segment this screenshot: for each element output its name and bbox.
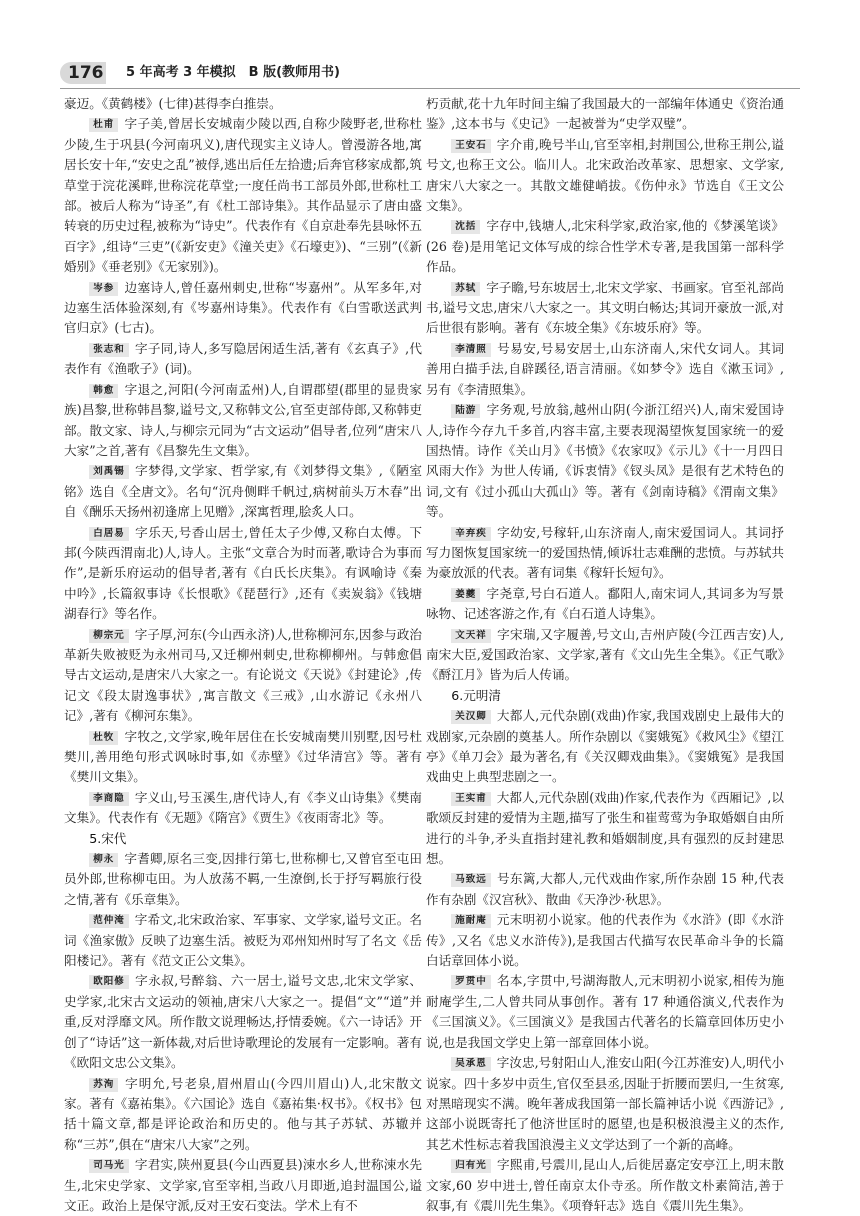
author-name-label: 陆游 [451, 404, 480, 418]
author-description: 字君实,陕州夏县(今山西夏县)涑水乡人,世称涑水先生,北宋史学家、文学家,官至宰相,当政八月即逝,追封温国公,谥文正。政治上是保守派,反对王安石变法。学术上有不 [64, 1157, 422, 1213]
author-description: 字子厚,河东(今山西永济)人,世称柳河东,因参与政治革新失败被贬为永州司马,又迁柳州刺史,世称柳柳州。与韩愈倡导古文运动,是唐宋八大家之一。有论说文《天说》《封建论》,传记文《段太尉逸事状》,寓言散文《三戒》,山水游记《永州八记》,著有《柳河东集》。 [64, 626, 422, 724]
author-description: 字明允,号老泉,眉州眉山(今四川眉山)人,北宋散文家。著有《嘉祐集》。《六国论》选自《嘉祐集·权书》。《权书》包括十篇文章,都是评论政治和历史的。他与其子苏轼、苏辙并称“三苏”,俱在“唐宋八大家”之列。 [64, 1075, 422, 1152]
author-name-label: 张志和 [89, 343, 129, 357]
author-entry [426, 339, 784, 400]
author-entry [64, 849, 422, 910]
author-description: 元末明初小说家。他的代表作为《水浒》(即《水浒传》,又名《忠义水浒传》),是我国古代描写农民革命斗争的长篇白话章回体小说。 [426, 912, 784, 969]
author-description: 号易安,号易安居士,山东济南人,宋代女词人。其词善用白描手法,自辟蹊径,语言清丽。《如梦令》选自《漱玉词》,另有《李清照集》。 [426, 340, 784, 397]
continued-text: 朽贡献,花十九年时间主编了我国最大的一部编年体通史《资治通鉴》,这本书与《史记》一起被誉为“史学双璧”。 [426, 96, 784, 132]
author-name-label: 王安石 [451, 139, 491, 153]
author-description: 字幼安,号稼轩,山东济南人,南宋爱国词人。其词抒写力图恢复国家统一的爱国热情,倾诉壮志难酬的悲愤。与苏轼共为豪放派的代表。著有词集《稼轩长短句》。 [426, 524, 784, 581]
author-entry [426, 216, 784, 277]
author-description: 字牧之,文学家,晚年居住在长安城南樊川别墅,因号杜樊川,善用绝句形式讽咏时事,如《赤壁》《过华清宫》等。著有《樊川文集》。 [64, 728, 422, 785]
author-name-label: 柳宗元 [89, 629, 129, 643]
author-name-label: 文天祥 [451, 629, 491, 643]
author-entry [426, 400, 784, 522]
author-description: 字子同,诗人,多写隐居闲适生活,著有《玄真子》,代表作有《渔歌子》(词)。 [64, 340, 422, 377]
author-entry [64, 625, 422, 727]
author-entry [64, 971, 422, 1073]
left-column [64, 94, 422, 1216]
author-name-label: 马致远 [451, 873, 491, 887]
author-name-label: 韩愈 [89, 384, 118, 398]
author-entry [426, 706, 784, 788]
author-entry [64, 1074, 422, 1156]
author-entry [64, 380, 422, 462]
right-column [426, 94, 784, 1216]
author-description: 大都人,元代杂剧(戏曲)作家,代表作为《西厢记》,以歌颂反封建的爱情为主题,描写了张生和崔莺莺为争取婚姻自由所进行的斗争,矛头直指封建礼教和婚姻制度,具有强烈的反封建思想。 [426, 789, 784, 867]
author-name-label: 岑参 [89, 282, 118, 296]
author-description: 名本,字贯中,号湖海散人,元末明初小说家,相传为施耐庵学生,二人曾共同从事创作。著有 17 种通俗演义,代表作为《三国演义》。《三国演义》是我国古代著名的长篇章回体历史小说,也是我国文学史上第一部章回体小说。 [426, 973, 784, 1050]
page-header [60, 62, 820, 84]
author-name-label: 辛弃疾 [451, 527, 491, 541]
author-description: 字希文,北宋政治家、军事家、文学家,谥号文正。名词《渔家傲》反映了边塞生活。被贬为邓州知州时写了名文《岳阳楼记》。著有《范文正公文集》。 [64, 912, 422, 969]
author-entry [426, 278, 784, 339]
author-entry [64, 278, 422, 339]
author-entry [64, 788, 422, 829]
author-name-label: 关汉卿 [451, 710, 491, 724]
author-description: 字梦得,文学家、哲学家,有《刘梦得文集》,《陋室铭》选自《全唐文》。名句“沉舟侧畔千帆过,病树前头万木春”出自《酬乐天扬州初逢席上见赠》,深寓哲理,脍炙人口。 [64, 463, 422, 520]
author-name-label: 欧阳修 [89, 975, 129, 989]
author-name-label: 范仲淹 [89, 914, 129, 928]
author-entry [64, 910, 422, 971]
author-name-label: 李清照 [451, 343, 491, 357]
author-name-label: 李商隐 [89, 792, 129, 806]
author-entry [426, 869, 784, 910]
author-description: 字耆卿,原名三变,因排行第七,世称柳七,又曾官至屯田员外郎,世称柳屯田。为人放荡不羁,一生潦倒,长于抒写羁旅行役之情,著有《乐章集》。 [64, 851, 422, 907]
author-name-label: 杜牧 [89, 731, 118, 745]
author-description: 字汝忠,号射阳山人,淮安山阳(今江苏淮安)人,明代小说家。四十多岁中贡生,官仅至县丞,因耻于折腰而罢归,一生贫寒,对黑暗现实不满。晚年著成我国第一部长篇神话小说《西游记》,这部小说既寄托了他济世匡时的愿望,也是积极浪漫主义的杰作,其艺术性标志着我国浪漫主义文学达到了一个新的高峰。 [426, 1055, 784, 1152]
author-name-label: 施耐庵 [451, 914, 491, 928]
author-description: 边塞诗人,曾任嘉州刺史,世称“岑嘉州”。从军多年,对边塞生活体验深刻,有《岑嘉州诗集》。代表作有《白雪歌送武判官归京》(七古)。 [64, 279, 422, 336]
author-entry [426, 584, 784, 625]
author-name-label: 司马光 [89, 1159, 129, 1173]
author-entry [64, 523, 422, 625]
author-entry [426, 971, 784, 1053]
continued-text: 豪迈。《黄鹤楼》(七律)甚得李白推崇。 [64, 96, 282, 111]
author-description: 字子美,曾居长安城南少陵以西,自称少陵野老,世称杜少陵,生于巩县(今河南巩义),唐代现实主义诗人。曾漫游各地,寓居长安十年,“安史之乱”被俘,逃出后任左拾遗;后奔官移家成都,筑草堂于浣花溪畔,世称浣花草堂;一度任尚书工部员外郎,世称杜工部。被后人称为“诗圣”,有《杜工部诗集》。其作品显示了唐由盛转衰的历史过程,被称为“诗史”。代表作有《自京赴奉先县咏怀五百字》,组诗“三吏”(《新安吏》《潼关吏》《石壕吏》)、“三别”(《新婚别》《垂老别》《无家别》)。 [64, 116, 422, 275]
author-description: 字子瞻,号东坡居士,北宋文学家、书画家。官至礼部尚书,谥号文忠,唐宋八大家之一。其文明白畅达;其词开豪放一派,对后世很有影响。著有《东坡全集》《东坡乐府》等。 [426, 279, 784, 336]
author-description: 字存中,钱塘人,北宋科学家,政治家,他的《梦溪笔谈》(26 卷)是用笔记文体写成的综合性学术专著,是我国第一部科学作品。 [426, 218, 784, 275]
author-entry [426, 788, 784, 870]
section-heading: 6.元明清 [451, 687, 501, 703]
author-description: 字尧章,号白石道人。鄱阳人,南宋词人,其词多为写景咏物、记述客游之作,有《白石道人诗集》。 [426, 585, 784, 622]
author-name-label: 吴承恩 [451, 1057, 491, 1071]
author-description: 字介甫,晚号半山,官至宰相,封荆国公,世称王荆公,谥号文,也称王文公。临川人。北宋政治改革家、思想家、文学家,唐宋八大家之一。其散文雄健峭拔。《伤仲永》节选自《王文公文集》。 [426, 136, 784, 214]
author-name-label: 苏洵 [89, 1078, 118, 1092]
author-entry [426, 1053, 784, 1155]
author-description: 字退之,河阳(今河南孟州)人,自谓郡望(郡里的显贵家族)昌黎,世称韩昌黎,谥号文,又称韩文公,官至吏部侍郎,又称韩吏部。散文家、诗人,与柳宗元同为“古文运动”倡导者,位列“唐宋八大家”之首,著有《昌黎先生文集》。 [64, 381, 422, 458]
author-description: 字务观,号放翁,越州山阴(今浙江绍兴)人,南宋爱国诗人,诗作今存九千多首,内容丰富,主要表现渴望恢复国家统一的爱国热情。诗作《关山月》《书愤》《农家叹》《示儿》《十一月四日风雨大作》为世人传诵,《诉衷情》《钗头凤》是很有艺术特色的词,文有《过小孤山大孤山》等。著有《剑南诗稿》《渭南文集》等。 [426, 402, 784, 520]
author-description: 字乐天,号香山居士,曾任太子少傅,又称白太傅。下邽(今陕西渭南北)人,诗人。主张“文章合为时而著,歌诗合为事而作”,是新乐府运动的倡导者,著有《白氏长庆集》。有讽喻诗《秦中吟》,长篇叙事诗《长恨歌》《琵琶行》,还有《卖炭翁》《钱塘湖春行》等名作。 [64, 524, 422, 622]
author-name-label: 苏轼 [451, 282, 480, 296]
author-entry [426, 625, 784, 686]
author-entry [426, 523, 784, 584]
author-name-label: 刘禹锡 [89, 465, 129, 479]
section-heading: 5.宋代 [89, 830, 127, 846]
author-name-label: 姜夔 [451, 588, 480, 602]
header-rule [60, 88, 800, 89]
author-description: 字义山,号玉溪生,唐代诗人,有《李义山诗集》《樊南文集》。代表作有《无题》《隋宫》《贾生》《夜雨寄北》等。 [64, 789, 422, 826]
author-entry [426, 135, 784, 217]
author-entry [64, 114, 422, 277]
author-entry [64, 339, 422, 380]
author-name-label: 王实甫 [451, 792, 491, 806]
author-entry [64, 461, 422, 522]
author-description: 字宋瑞,又字履善,号文山,吉州庐陵(今江西吉安)人,南宋大臣,爱国政治家、文学家,著有《文山先生全集》。《正气歌》《酹江月》皆为后人传诵。 [426, 626, 784, 683]
author-name-label: 杜甫 [89, 118, 118, 132]
author-entry [426, 910, 784, 971]
book-title: 5 年高考 3 年模拟 B 版(教师用书) [126, 65, 340, 80]
author-description: 字熙甫,号震川,昆山人,后徙居嘉定安亭江上,明末散文家,60 岁中进士,曾任南京太仆寺丞。所作散文朴素简洁,善于叙事,有《震川先生集》。《项脊轩志》选自《震川先生集》。 [426, 1157, 784, 1213]
author-description: 大都人,元代杂剧(戏曲)作家,我国戏剧史上最伟大的戏剧家,元杂剧的奠基人。所作杂剧以《窦娥冤》《救风尘》《望江亭》《单刀会》最为著名,有《关汉卿戏曲集》。《窦娥冤》是我国戏曲史上典型悲剧之一。 [426, 708, 784, 785]
author-name-label: 罗贯中 [451, 975, 491, 989]
author-name-label: 白居易 [89, 527, 129, 541]
author-name-label: 沈括 [451, 220, 480, 234]
author-description: 字永叔,号醉翁、六一居士,谥号文忠,北宋文学家、史学家,北宋古文运动的领袖,唐宋八大家之一。提倡“文”“道”并重,反对浮靡文风。所作散文说理畅达,抒情委婉。《六一诗话》开创了“诗话”这一新体裁,对后世诗歌理论的发展有一定影响。著有《欧阳文忠公文集》。 [64, 973, 422, 1071]
author-name-label: 柳永 [89, 853, 118, 867]
author-entry [64, 727, 422, 788]
page-number: 176 [68, 63, 104, 83]
author-name-label: 归有光 [451, 1159, 491, 1173]
author-description: 号东篱,大都人,元代戏曲作家,所作杂剧 15 种,代表作有杂剧《汉宫秋》、散曲《天净沙·秋思》。 [426, 871, 784, 907]
